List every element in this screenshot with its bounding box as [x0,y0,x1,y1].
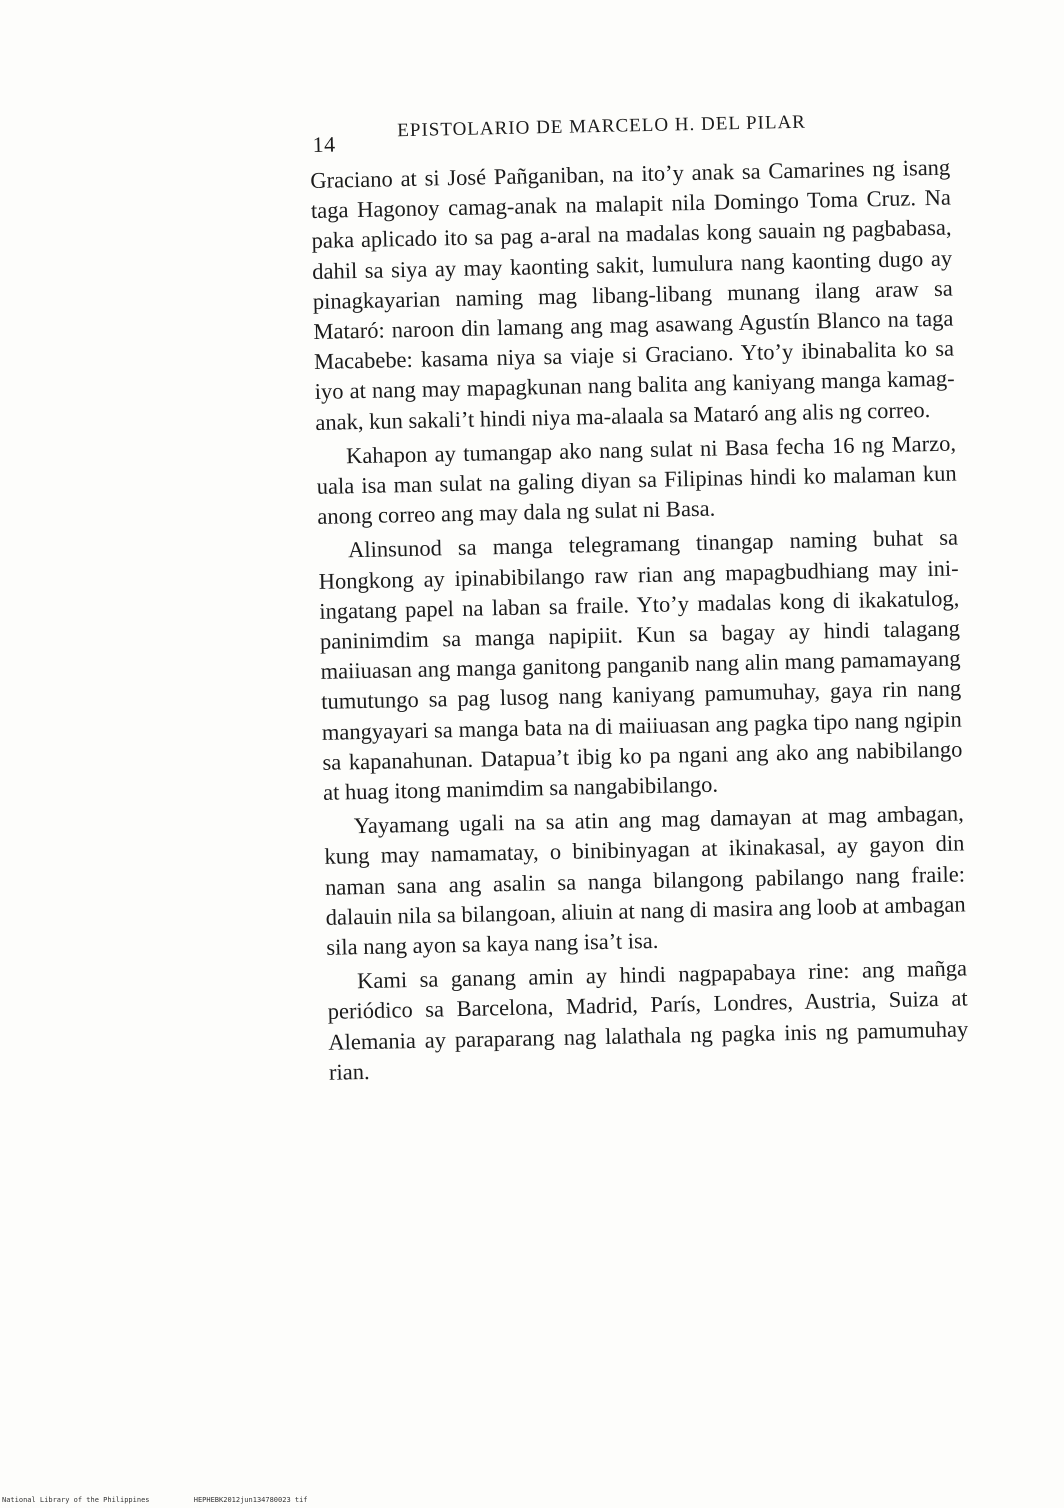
paragraph-4: Yayamang ugali na sa atin ang mag damayan at mag ambagan, kung may namamatay, o binibinyagan at ikinakasal, ay gayon din naman sana ang asalin sa nanga bilangong pabilango nang fraile: dalauin nila sa bilangoan, aliuin at nang di masira ang loob at ambagan sila nang ayon sa kaya nang isa’t isa. [324,800,966,960]
body-text [310,153,969,1092]
library-credit: National Library of the Philippines [2,1496,150,1504]
paragraph-1: Graciano at si José Pañganiban, na ito’y anak sa Camarines ng isang taga Hagonoy camag-anak na malapit nila Domingo Toma Cruz. Na paka aplicado ito sa pag a-aral na madalas kong sauain ng pagbabasa, dahil sa siya ay may kaonting sakit, lumulura nang kaonting dugo ay pinagkayarian naming mag libang-libang munang ilang araw sa Mataró: naroon din lamang ang mag asawang Agustín Blanco na taga Macabebe: kasama niya sa viaje si Graciano. Yto’y ibinabalita ko sa iyo at nang may mapagkunan nang balita ang kaniyang manga kamag-anak, kun sakali’t hindi niya ma-alaala sa Mataró ang alis ng correo. [310,154,955,435]
scan-footer [2,1496,308,1504]
paragraph-5: Kami sa ganang amin ay hindi nagpapabaya rine: ang mañga periódico sa Barcelona, Madrid, París, Londres, Austria, Suiza at Alemania ay paraparang nag lalathala ng pagka inis ng pamumuhay rian. [327,955,969,1085]
page-number: 14 [312,131,336,157]
paragraph-2: Kahapon ay tumangap ako nang sulat ni Basa fecha 16 ng Marzo, uala isa man sulat na galing diyan sa Filipinas hindi ko malaman kun anong correo ang may dala ng sulat ni Basa. [316,430,957,530]
scan-id: HEPHEBK2012jun134780023 tif [193,1496,308,1504]
running-head [312,105,953,158]
paragraph-3: Alinsunod sa manga telegramang tinangap naming buhat sa Hongkong ay ipinabibilango raw rian ang mapagbudhiang may ini-ingatang papel na laban sa fraile. Yto’y madalas kong di ikakatulog, paninimdim sa manga napipiit. Kun sa bagay ay hindi talagang maiiuasan ang manga ganitong panganib nang alin mang pamamayang tumutungo sa pag lusog nang kaniyang pamumuhay, gaya rin nang mangyayari sa manga bata na di maiiuasan ang pagka tipo nang ngipin sa kapanahunan. Datapua’t ibig ko pa ngani ang ako ang nabibilango at huag itong manimdim sa nangabibilango. [318,524,963,805]
running-title: EPISTOLARIO DE MARCELO H. DEL PILAR [397,111,807,142]
